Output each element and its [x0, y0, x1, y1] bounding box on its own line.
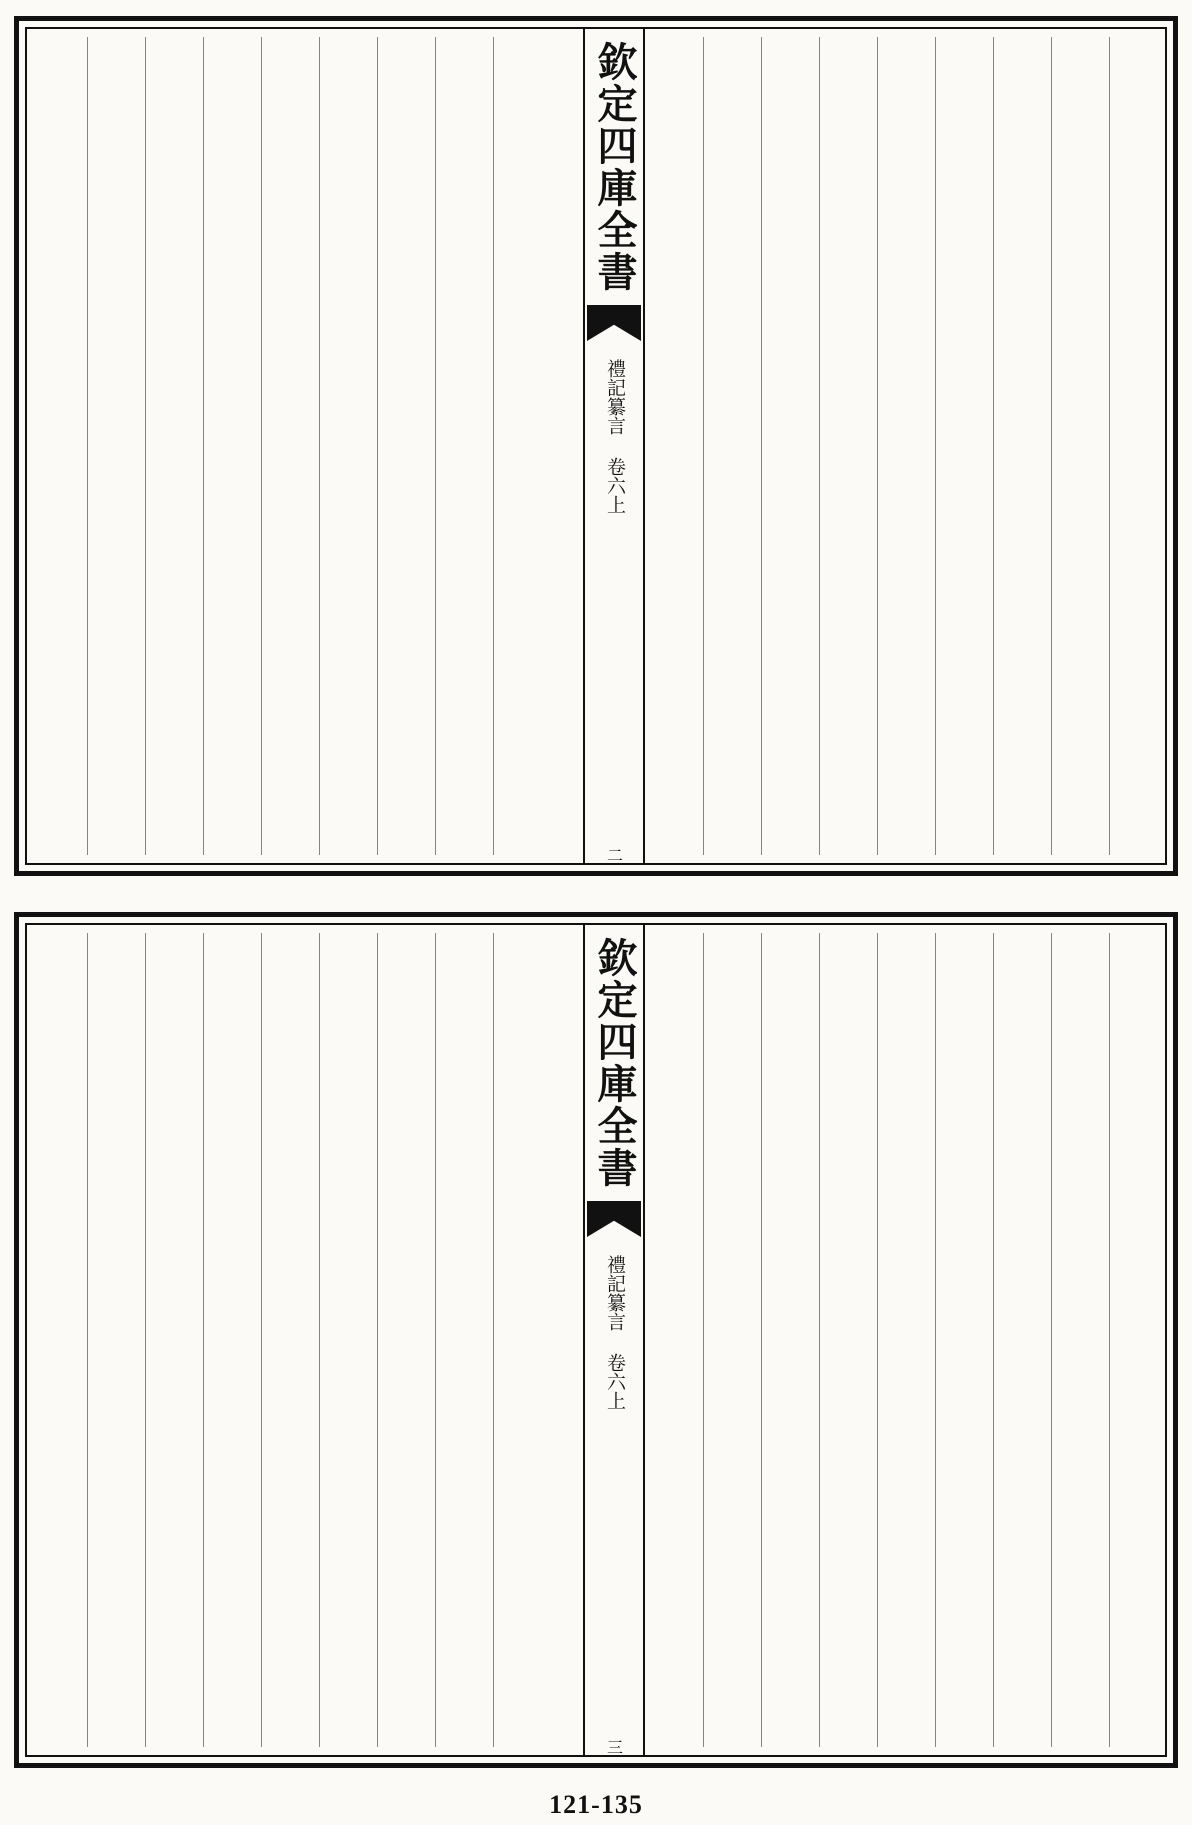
column-rule: [993, 37, 994, 855]
column-rule: [377, 933, 378, 1747]
column-rule: [819, 933, 820, 1747]
column-rule: [819, 37, 820, 855]
column-rule: [703, 933, 704, 1747]
volume-label: 禮記纂言 卷六上: [603, 1255, 626, 1410]
column-rule: [993, 933, 994, 1747]
fish-tail-mark: [587, 1201, 641, 1237]
column-rule: [203, 933, 204, 1747]
column-rule: [87, 933, 88, 1747]
book-title: 欽定四庫全書: [591, 41, 638, 293]
column-rule: [493, 933, 494, 1747]
column-rule: [493, 37, 494, 855]
column-rule: [319, 933, 320, 1747]
column-rule: [1109, 933, 1110, 1747]
column-rule: [377, 37, 378, 855]
bottom-page-inner-frame: [25, 923, 1167, 1757]
page-number: 二: [604, 847, 624, 863]
column-rule: [935, 933, 936, 1747]
column-rule: [1109, 37, 1110, 855]
column-rule: [261, 933, 262, 1747]
column-rule: [1051, 933, 1052, 1747]
column-rule: [935, 37, 936, 855]
volume-label: 禮記纂言 卷六上: [603, 359, 626, 514]
column-rule: [1051, 37, 1052, 855]
top-page-panel: [14, 16, 1178, 876]
column-rule: [761, 933, 762, 1747]
column-rule: [261, 37, 262, 855]
fish-tail-mark: [587, 305, 641, 341]
center-strip: [583, 925, 645, 1755]
column-rule: [145, 37, 146, 855]
column-rule: [435, 933, 436, 1747]
bottom-page-panel: [14, 912, 1178, 1768]
folio-number: 121-135: [549, 1790, 643, 1819]
column-rule: [435, 37, 436, 855]
column-rule: [319, 37, 320, 855]
page-number: 三: [604, 1739, 624, 1755]
column-rule: [87, 37, 88, 855]
book-title: 欽定四庫全書: [591, 937, 638, 1189]
column-rule: [145, 933, 146, 1747]
column-rule: [761, 37, 762, 855]
center-strip: [583, 29, 645, 863]
column-rule: [877, 37, 878, 855]
column-rule: [203, 37, 204, 855]
column-rule: [703, 37, 704, 855]
top-page-inner-frame: [25, 27, 1167, 865]
column-rule: [877, 933, 878, 1747]
